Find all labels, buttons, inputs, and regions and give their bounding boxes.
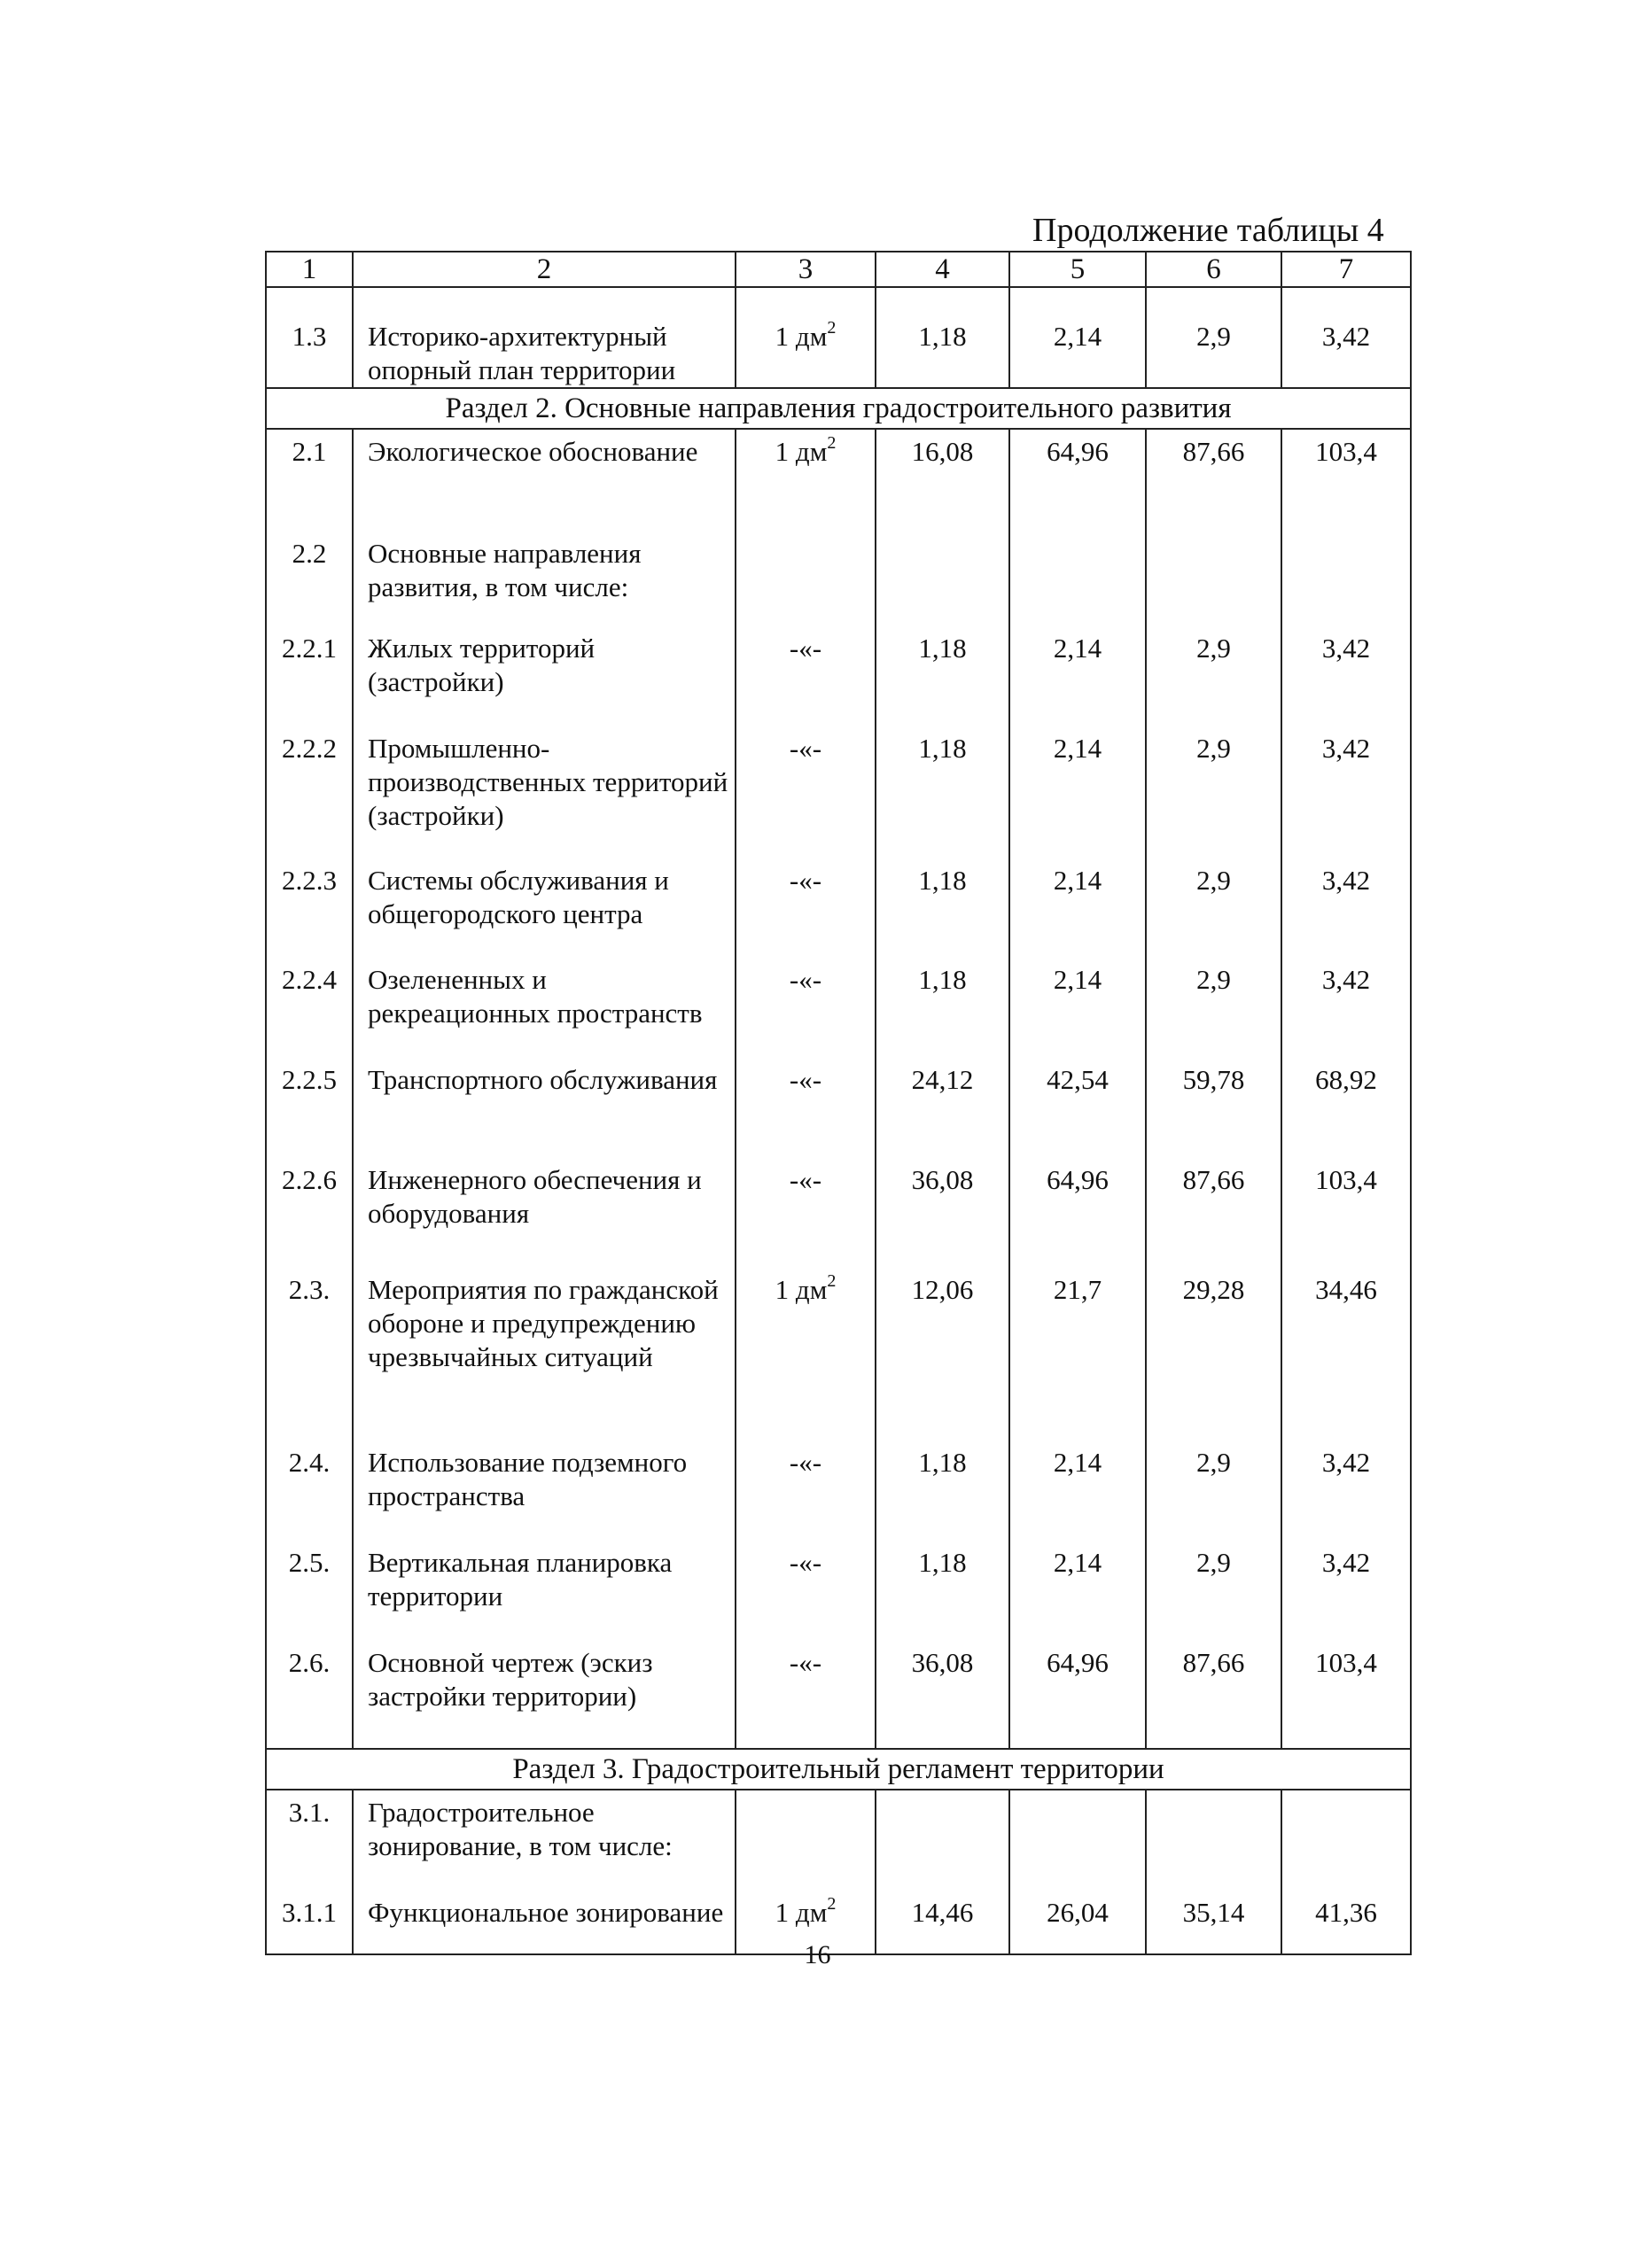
value-col6: 2,9 xyxy=(1146,1541,1281,1641)
unit-cell xyxy=(736,858,876,958)
section-heading-row xyxy=(266,1749,1411,1790)
header-cell: 2 xyxy=(353,252,736,287)
unit-cell xyxy=(736,1441,876,1541)
unit: -«- xyxy=(789,1447,822,1478)
section-3-heading: Раздел 3. Градостроительный регламент территории xyxy=(266,1749,1411,1790)
section-2-heading: Раздел 2. Основные направления градостроительного развития xyxy=(266,388,1411,429)
unit-superscript: 2 xyxy=(827,1271,837,1291)
value-col4: 1,18 xyxy=(876,858,1009,958)
unit: -«- xyxy=(789,1064,822,1095)
item-number: 2.2.5 xyxy=(266,1058,353,1158)
table-row xyxy=(266,287,1411,388)
item-number: 2.2.3 xyxy=(266,858,353,958)
header-cell: 7 xyxy=(1281,252,1411,287)
table-row xyxy=(266,1441,1411,1541)
value-col4: 1,18 xyxy=(876,287,1009,388)
value-col7: 3,42 xyxy=(1281,726,1411,858)
value-col6: 2,9 xyxy=(1146,726,1281,858)
value-col7: 103,4 xyxy=(1281,1158,1411,1268)
item-name: Транспортного обслуживания xyxy=(353,1058,736,1158)
unit: -«- xyxy=(789,633,822,664)
header-cell: 5 xyxy=(1009,252,1146,287)
table-row xyxy=(266,1641,1411,1749)
item-number: 2.2 xyxy=(266,532,353,626)
unit: 1 дм xyxy=(775,1274,828,1305)
header-cell: 1 xyxy=(266,252,353,287)
unit: -«- xyxy=(789,733,822,764)
value-col4: 1,18 xyxy=(876,626,1009,726)
item-name: Историко-архитектурный опорный план территории xyxy=(353,287,736,388)
item-name: Основной чертеж (эскиз застройки территории) xyxy=(353,1641,736,1749)
section-heading-row xyxy=(266,388,1411,429)
table-row xyxy=(266,532,1411,626)
value-col5: 42,54 xyxy=(1009,1058,1146,1158)
unit: -«- xyxy=(789,1547,822,1578)
value-col6: 2,9 xyxy=(1146,858,1281,958)
item-number: 2.2.6 xyxy=(266,1158,353,1268)
value-col7 xyxy=(1281,1790,1411,1891)
value-col6: 87,66 xyxy=(1146,1158,1281,1268)
value-col6: 87,66 xyxy=(1146,1641,1281,1749)
value-col5 xyxy=(1009,532,1146,626)
value-col7: 34,46 xyxy=(1281,1268,1411,1441)
value-col7 xyxy=(1281,532,1411,626)
unit: -«- xyxy=(789,1164,822,1195)
unit-cell xyxy=(736,1790,876,1891)
item-name: Экологическое обоснование xyxy=(353,429,736,532)
header-cell: 6 xyxy=(1146,252,1281,287)
value-col4: 1,18 xyxy=(876,958,1009,1058)
unit-cell xyxy=(736,1541,876,1641)
item-number: 2.3. xyxy=(266,1268,353,1441)
value-col4 xyxy=(876,532,1009,626)
item-name: Функциональное зонирование xyxy=(353,1891,736,1954)
unit-cell xyxy=(736,287,876,388)
section-3-body xyxy=(266,1790,1411,1954)
value-col7: 3,42 xyxy=(1281,1441,1411,1541)
value-col5: 2,14 xyxy=(1009,726,1146,858)
value-col6: 35,14 xyxy=(1146,1891,1281,1954)
value-col6: 2,9 xyxy=(1146,958,1281,1058)
value-col5: 64,96 xyxy=(1009,429,1146,532)
unit-superscript: 2 xyxy=(827,318,837,338)
value-col4: 1,18 xyxy=(876,726,1009,858)
item-number: 1.3 xyxy=(266,287,353,388)
unit: 1 дм xyxy=(775,321,828,352)
value-col7: 68,92 xyxy=(1281,1058,1411,1158)
value-col4: 16,08 xyxy=(876,429,1009,532)
unit-cell xyxy=(736,958,876,1058)
item-number: 2.2.1 xyxy=(266,626,353,726)
value-col7: 3,42 xyxy=(1281,626,1411,726)
unit-cell xyxy=(736,1058,876,1158)
value-col5 xyxy=(1009,1790,1146,1891)
unit-cell xyxy=(736,429,876,532)
unit: -«- xyxy=(789,865,822,896)
value-col4: 1,18 xyxy=(876,1441,1009,1541)
value-col6: 87,66 xyxy=(1146,429,1281,532)
table-continuation-caption: Продолжение таблицы 4 xyxy=(1032,212,1384,249)
unit-superscript: 2 xyxy=(827,433,837,453)
table-row xyxy=(266,1158,1411,1268)
table-row xyxy=(266,429,1411,532)
table-row xyxy=(266,1268,1411,1441)
item-name: Использование подземного пространства xyxy=(353,1441,736,1541)
item-name: Инженерного обеспечения и оборудования xyxy=(353,1158,736,1268)
page-number: 16 xyxy=(804,1940,831,1969)
value-col4 xyxy=(876,1790,1009,1891)
unit-cell xyxy=(736,1158,876,1268)
item-name: Промышленно-производственных территорий (застройки) xyxy=(353,726,736,858)
item-name: Градостроительное зонирование, в том числе: xyxy=(353,1790,736,1891)
item-name: Системы обслуживания и общегородского центра xyxy=(353,858,736,958)
unit-cell xyxy=(736,626,876,726)
value-col7: 3,42 xyxy=(1281,958,1411,1058)
value-col6: 2,9 xyxy=(1146,1441,1281,1541)
norms-table xyxy=(265,251,1410,1955)
header-cell: 3 xyxy=(736,252,876,287)
item-number: 2.2.4 xyxy=(266,958,353,1058)
value-col6: 2,9 xyxy=(1146,287,1281,388)
unit-superscript: 2 xyxy=(827,1894,837,1914)
value-col5: 26,04 xyxy=(1009,1891,1146,1954)
table-row xyxy=(266,1541,1411,1641)
value-col7: 3,42 xyxy=(1281,287,1411,388)
unit: 1 дм xyxy=(775,1897,828,1928)
table-row xyxy=(266,726,1411,858)
item-name: Жилых территорий (застройки) xyxy=(353,626,736,726)
unit: -«- xyxy=(789,1647,822,1678)
unit-cell xyxy=(736,1641,876,1749)
item-number: 2.4. xyxy=(266,1441,353,1541)
value-col4: 36,08 xyxy=(876,1158,1009,1268)
unit-cell xyxy=(736,1268,876,1441)
unit: 1 дм xyxy=(775,436,828,467)
value-col6: 59,78 xyxy=(1146,1058,1281,1158)
item-name: Озелененных и рекреационных пространств xyxy=(353,958,736,1058)
value-col4: 24,12 xyxy=(876,1058,1009,1158)
unit: -«- xyxy=(789,964,822,995)
value-col5: 2,14 xyxy=(1009,1441,1146,1541)
table-row xyxy=(266,626,1411,726)
value-col7: 103,4 xyxy=(1281,429,1411,532)
value-col6 xyxy=(1146,1790,1281,1891)
value-col4: 14,46 xyxy=(876,1891,1009,1954)
unit-cell xyxy=(736,726,876,858)
value-col7: 3,42 xyxy=(1281,858,1411,958)
value-col6: 29,28 xyxy=(1146,1268,1281,1441)
table-row xyxy=(266,858,1411,958)
item-number: 2.1 xyxy=(266,429,353,532)
table-row xyxy=(266,1790,1411,1891)
item-number: 2.6. xyxy=(266,1641,353,1749)
item-name: Основные направления развития, в том числе: xyxy=(353,532,736,626)
value-col5: 2,14 xyxy=(1009,958,1146,1058)
item-number: 2.5. xyxy=(266,1541,353,1641)
value-col7: 3,42 xyxy=(1281,1541,1411,1641)
column-number-header xyxy=(266,252,1411,287)
value-col5: 2,14 xyxy=(1009,1541,1146,1641)
table-row xyxy=(266,958,1411,1058)
value-col7: 103,4 xyxy=(1281,1641,1411,1749)
value-col6: 2,9 xyxy=(1146,626,1281,726)
item-number: 3.1.1 xyxy=(266,1891,353,1954)
value-col5: 2,14 xyxy=(1009,858,1146,958)
value-col4: 1,18 xyxy=(876,1541,1009,1641)
item-name: Мероприятия по гражданской обороне и предупреждению чрезвычайных ситуаций xyxy=(353,1268,736,1441)
value-col6 xyxy=(1146,532,1281,626)
value-col4: 36,08 xyxy=(876,1641,1009,1749)
value-col7: 41,36 xyxy=(1281,1891,1411,1954)
header-cell: 4 xyxy=(876,252,1009,287)
unit-cell xyxy=(736,532,876,626)
item-number: 2.2.2 xyxy=(266,726,353,858)
value-col5: 64,96 xyxy=(1009,1641,1146,1749)
value-col5: 2,14 xyxy=(1009,626,1146,726)
value-col4: 12,06 xyxy=(876,1268,1009,1441)
item-number: 3.1. xyxy=(266,1790,353,1891)
value-col5: 64,96 xyxy=(1009,1158,1146,1268)
section-2-body xyxy=(266,429,1411,1749)
value-col5: 21,7 xyxy=(1009,1268,1146,1441)
value-col5: 2,14 xyxy=(1009,287,1146,388)
table-row xyxy=(266,1058,1411,1158)
item-name: Вертикальная планировка территории xyxy=(353,1541,736,1641)
